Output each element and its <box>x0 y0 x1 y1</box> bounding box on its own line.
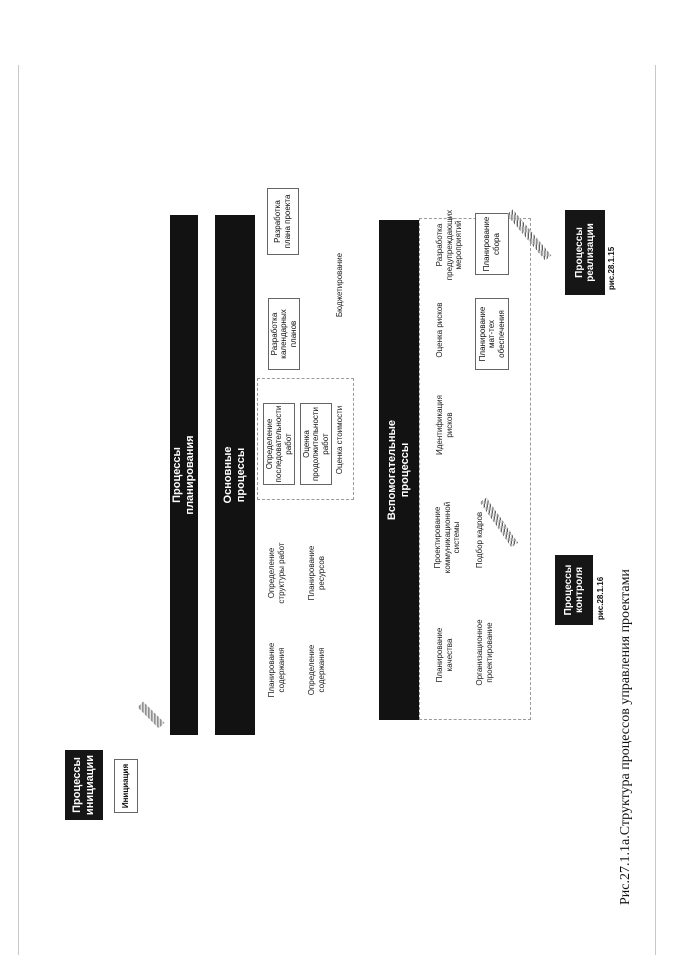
main-item-1: Определение содержания <box>307 644 326 696</box>
main-item-0: Планирование содержания <box>267 642 286 698</box>
main-processes-band <box>215 215 255 735</box>
execution-title-line2: реализации <box>585 223 596 282</box>
right-border-line <box>655 65 656 955</box>
auxiliary-title-line1: Вспомогательные <box>386 419 399 521</box>
arrow-to-planning <box>138 702 165 729</box>
main-item-3: Планирование ресурсов <box>307 545 326 601</box>
aux-item-6: Планирование мат-тех обеспечения <box>475 298 509 370</box>
aux-item-3: Подбор кадров <box>475 511 484 569</box>
main-item-6: Оценка стоимости <box>335 405 344 475</box>
aux-item-1: Организационное проектирование <box>475 619 494 686</box>
main-group-frame <box>257 378 354 500</box>
aux-item-7: Разработка предупреждающих мероприятий <box>435 209 464 281</box>
rotated-diagram <box>35 65 645 905</box>
initiation-block <box>65 750 103 820</box>
main-title-line2: процессы <box>235 447 247 503</box>
main-item-2: Определение структуры работ <box>267 542 286 604</box>
auxiliary-processes-band <box>379 220 419 720</box>
control-block <box>555 555 593 625</box>
initiation-title-line2: инициации <box>84 754 96 816</box>
aux-item-4: Идентификация рисков <box>435 395 454 455</box>
main-title-line1: Основные <box>222 446 235 504</box>
execution-ref: рис.28.1.15 <box>607 246 616 290</box>
control-title-line2: контроля <box>574 566 585 614</box>
planning-band <box>170 215 198 735</box>
aux-item-0: Планирование качества <box>435 627 454 683</box>
initiation-item: Инициация <box>114 759 138 813</box>
auxiliary-title-line2: процессы <box>399 442 411 498</box>
aux-item-5: Оценка рисков <box>435 302 444 358</box>
main-item-8: Бюджетирование <box>335 252 344 318</box>
planning-title-line2: планирования <box>184 435 196 515</box>
main-item-4: Определение последовательности работ <box>263 403 295 485</box>
execution-block <box>565 210 605 295</box>
control-ref: рис.28.1.16 <box>596 576 605 620</box>
main-item-7: Разработка календарных планов <box>268 298 300 370</box>
execution-title-line1: Процессы <box>573 227 585 278</box>
planning-title-line1: Процессы <box>171 447 184 503</box>
left-border-line <box>18 65 19 955</box>
aux-item-8: Планирование сбора <box>475 213 509 275</box>
initiation-title-line1: Процессы <box>71 757 84 813</box>
aux-item-2: Проектирование коммуникационной системы <box>433 501 462 574</box>
control-title-line1: Процессы <box>562 564 574 616</box>
figure-caption: Рис.27.1.1a.Структура процессов управления проектами <box>618 569 633 905</box>
main-item-9: Разработка плана проекта <box>267 188 299 255</box>
main-item-5: Оценка продолжительности работ <box>300 403 332 485</box>
